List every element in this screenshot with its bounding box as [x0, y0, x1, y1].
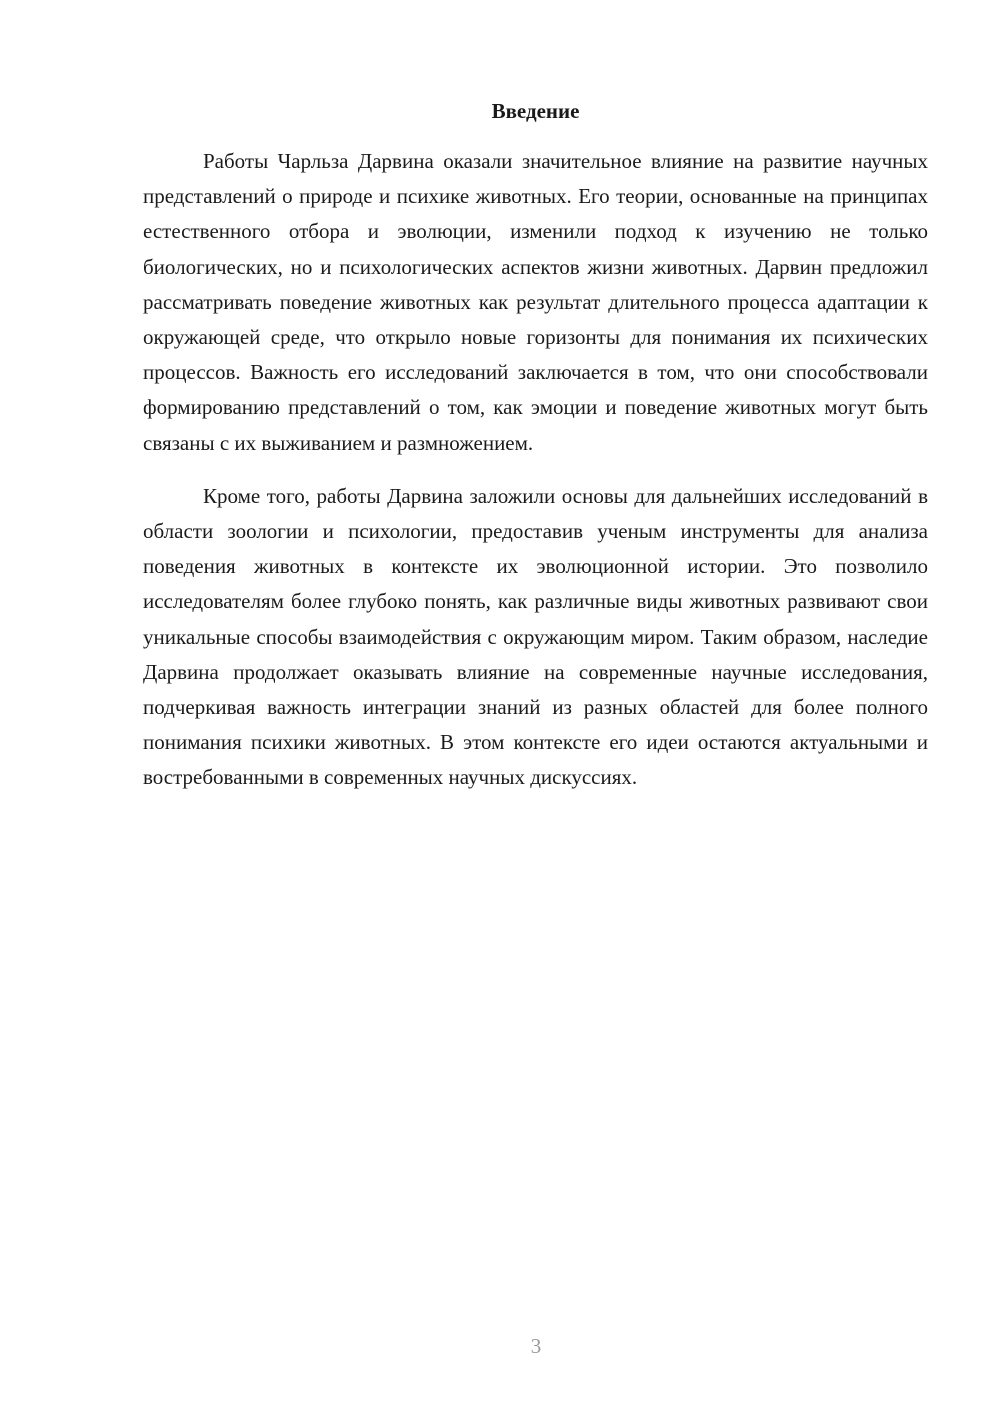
page-number: 3 [530, 1334, 542, 1358]
paragraph-1: Работы Чарльза Дарвина оказали значительное влияние на развитие научных представлений о природе и психике животных. Его теории, основанные на принципах естественного отбора и эволюции, изменили подход к изучению не только биологических, но и психологических аспектов жизни животных. Дарвин предложил рассматривать поведение животных как результат длительного процесса адаптации к окружающей среде, что открыло новые горизонты для понимания их психических процессов. Важность его исследований заключается в том, что они способствовали формированию представлений о том, как эмоции и поведение животных могут быть связаны с их выживанием и размножением. [143, 149, 928, 455]
body-text [143, 144, 928, 796]
section-heading: Введение [491, 99, 580, 123]
paragraph-2: Кроме того, работы Дарвина заложили основы для дальнейших исследований в области зоологии и психологии, предоставив ученым инструменты для анализа поведения животных в контексте их эволюционной истории. Это позволило исследователям более глубоко понять, как различные виды животных развивают свои уникальные способы взаимодействия с окружающим миром. Таким образом, наследие Дарвина продолжает оказывать влияние на современные научные исследования, подчеркивая важность интеграции знаний из разных областей для более полного понимания психики животных. В этом контексте его идеи остаются актуальными и востребованными в современных научных дискуссиях. [143, 483, 928, 790]
